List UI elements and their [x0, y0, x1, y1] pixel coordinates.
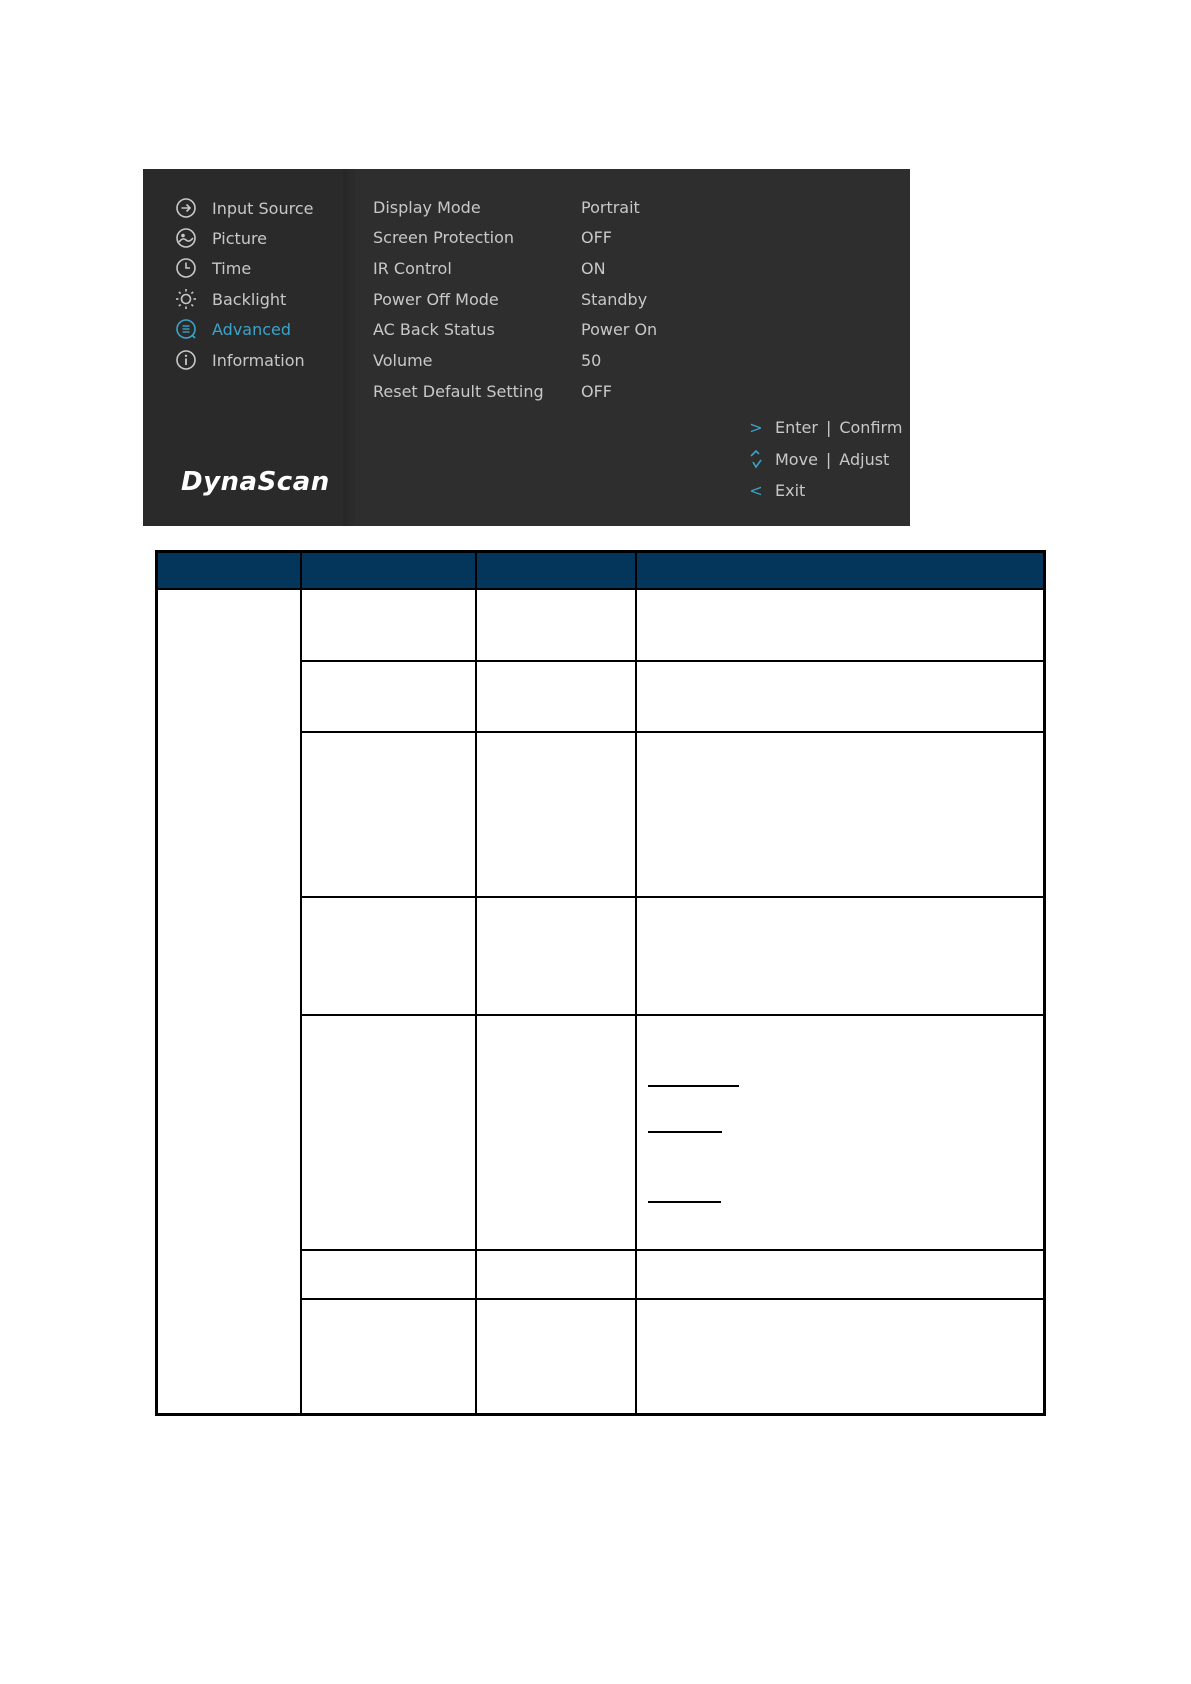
- brand-logo: DynaScan: [181, 467, 330, 497]
- setting-value-display-mode[interactable]: Portrait: [581, 198, 640, 217]
- hint-adjust-label: Adjust: [839, 449, 890, 469]
- table-row-divider: [300, 731, 1046, 733]
- sun-icon: [175, 288, 197, 310]
- hint-enter-confirm: [747, 415, 902, 439]
- table-column-divider: [300, 553, 302, 1413]
- osd-menu-screenshot: [143, 169, 910, 526]
- setting-value-power-off-mode[interactable]: Standby: [581, 290, 648, 309]
- sidebar-item-label: Time: [212, 258, 252, 278]
- table-row-divider: [300, 1014, 1046, 1016]
- sidebar-item-label: Picture: [212, 228, 268, 248]
- hint-enter-label: Enter: [775, 417, 818, 437]
- setting-label-screen-protection[interactable]: Screen Protection: [373, 228, 515, 247]
- setting-value-ac-back-status[interactable]: Power On: [581, 320, 658, 339]
- sidebar-item-label: Advanced: [212, 319, 292, 339]
- table-row-divider: [300, 1298, 1046, 1300]
- up-down-arrows-icon: [747, 449, 765, 469]
- hint-separator: |: [825, 449, 832, 469]
- picture-icon: [175, 227, 197, 249]
- sidebar-item-backlight[interactable]: [175, 287, 286, 311]
- hint-move-label: Move: [775, 449, 818, 469]
- sidebar-item-time[interactable]: [175, 256, 251, 280]
- underline-mark: [648, 1201, 721, 1203]
- setting-label-display-mode[interactable]: Display Mode: [373, 198, 481, 217]
- sidebar-item-advanced[interactable]: [175, 317, 291, 341]
- hint-confirm-label: Confirm: [839, 417, 903, 437]
- table-column-divider: [635, 553, 637, 1413]
- info-icon: [175, 349, 197, 371]
- advanced-icon: [175, 318, 197, 340]
- table-header-row: [158, 553, 1043, 590]
- hint-exit: [747, 478, 805, 502]
- setting-value-reset-default[interactable]: OFF: [581, 382, 612, 401]
- underline-mark: [648, 1085, 739, 1087]
- clock-icon: [175, 257, 197, 279]
- setting-value-screen-protection[interactable]: OFF: [581, 228, 612, 247]
- table-column-divider: [475, 553, 477, 1413]
- input-source-icon: [175, 197, 197, 219]
- sidebar-item-label: Input Source: [212, 198, 314, 218]
- underline-mark: [648, 1131, 722, 1133]
- settings-table: [155, 550, 1046, 1416]
- hint-move-adjust: [747, 447, 889, 471]
- sidebar-item-input-source[interactable]: [175, 196, 313, 220]
- chevron-right-icon: >: [749, 417, 763, 437]
- sidebar-item-information[interactable]: [175, 348, 305, 372]
- setting-label-reset-default[interactable]: Reset Default Setting: [373, 382, 544, 401]
- setting-label-ac-back-status[interactable]: AC Back Status: [373, 320, 495, 339]
- chevron-left-icon: <: [749, 480, 763, 500]
- setting-label-volume[interactable]: Volume: [373, 351, 433, 370]
- setting-value-ir-control[interactable]: ON: [581, 259, 606, 278]
- hint-separator: |: [825, 417, 832, 437]
- setting-value-volume[interactable]: 50: [581, 351, 602, 370]
- table-row-divider: [300, 660, 1046, 662]
- table-row-divider: [300, 1249, 1046, 1251]
- sidebar-item-label: Information: [212, 350, 305, 370]
- setting-label-ir-control[interactable]: IR Control: [373, 259, 452, 278]
- sidebar-item-picture[interactable]: [175, 226, 267, 250]
- sidebar-item-label: Backlight: [212, 289, 287, 309]
- setting-label-power-off-mode[interactable]: Power Off Mode: [373, 290, 499, 309]
- table-row-divider: [300, 896, 1046, 898]
- hint-exit-label: Exit: [775, 480, 806, 500]
